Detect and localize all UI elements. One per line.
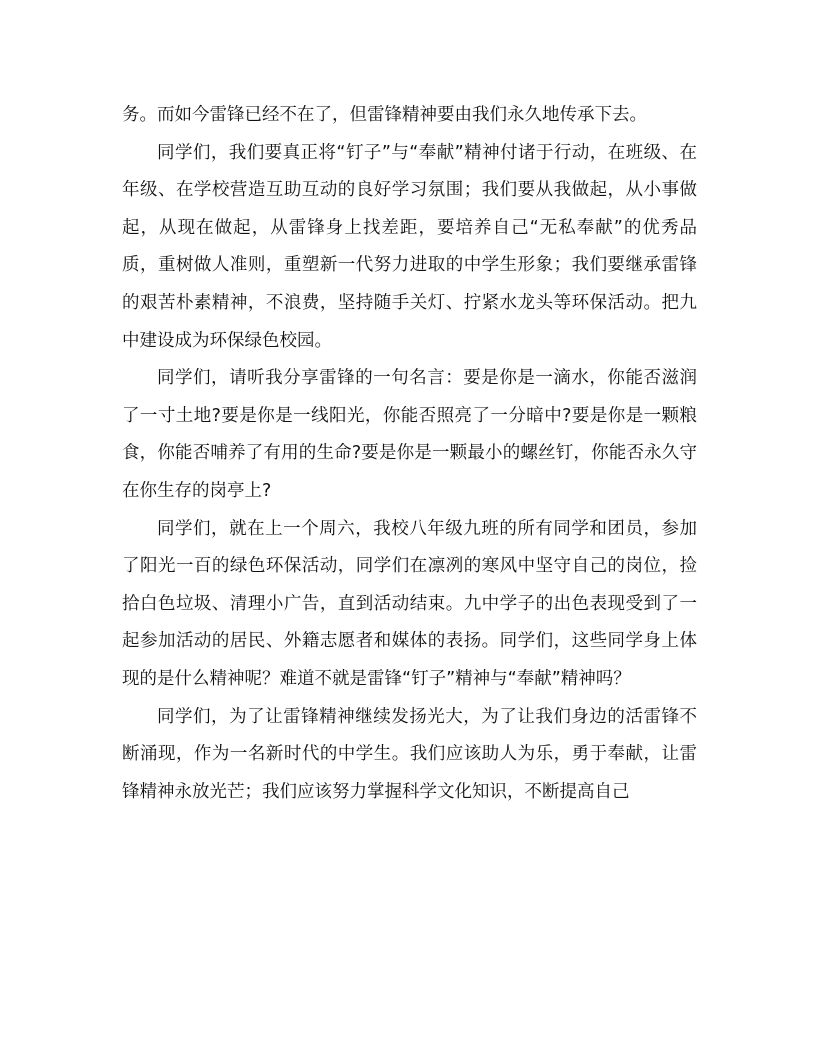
paragraph-3: 同学们，请听我分享雷锋的一句名言：要是你是一滴水，你能否滋润了一寸土地?要是你是一线阳光，你能否照亮了一分暗中?要是你是一颗粮食，你能否哺养了有用的生命?要是你是一颗最小的螺丝钉，你能否永久守在你生存的岗亭上? bbox=[122, 368, 697, 501]
paragraph-2: 同学们，我们要真正将“钉子”与“奉献”精神付诸于行动，在班级、在年级、在学校营造互助互动的良好学习氛围；我们要从我做起，从小事做起，从现在做起，从雷锋身上找差距，要培养自己“无私奉献”的优秀品质，重树做人准则，重塑新一代努力进取的中学生形象；我们要继承雷锋的艰苦朴素精神，不浪费，坚持随手关灯、拧紧水龙头等环保活动。把九中建设成为环保绿色校园。 bbox=[122, 142, 697, 351]
paragraph-5: 同学们，为了让雷锋精神继续发扬光大，为了让我们身边的活雷锋不断涌现，作为一名新时代的中学生。我们应该助人为乐，勇于奉献，让雷锋精神永放光芒；我们应该努力掌握科学文化知识，不断提高自己 bbox=[122, 706, 697, 802]
paragraph-1: 务。而如今雷锋已经不在了，但雷锋精神要由我们永久地传承下去。 bbox=[122, 105, 647, 125]
paragraph-4: 同学们，就在上一个周六，我校八年级九班的所有同学和团员，参加了阳光一百的绿色环保活动，同学们在凛冽的寒风中坚守自己的岗位，捡拾白色垃圾、清理小广告，直到活动结束。九中学子的出色表现受到了一起参加活动的居民、外籍志愿者和媒体的表扬。同学们，这些同学身上体现的是什么精神呢？难道不就是雷锋“钉子”精神与“奉献”精神吗？ bbox=[122, 518, 697, 689]
document-body bbox=[122, 97, 697, 811]
